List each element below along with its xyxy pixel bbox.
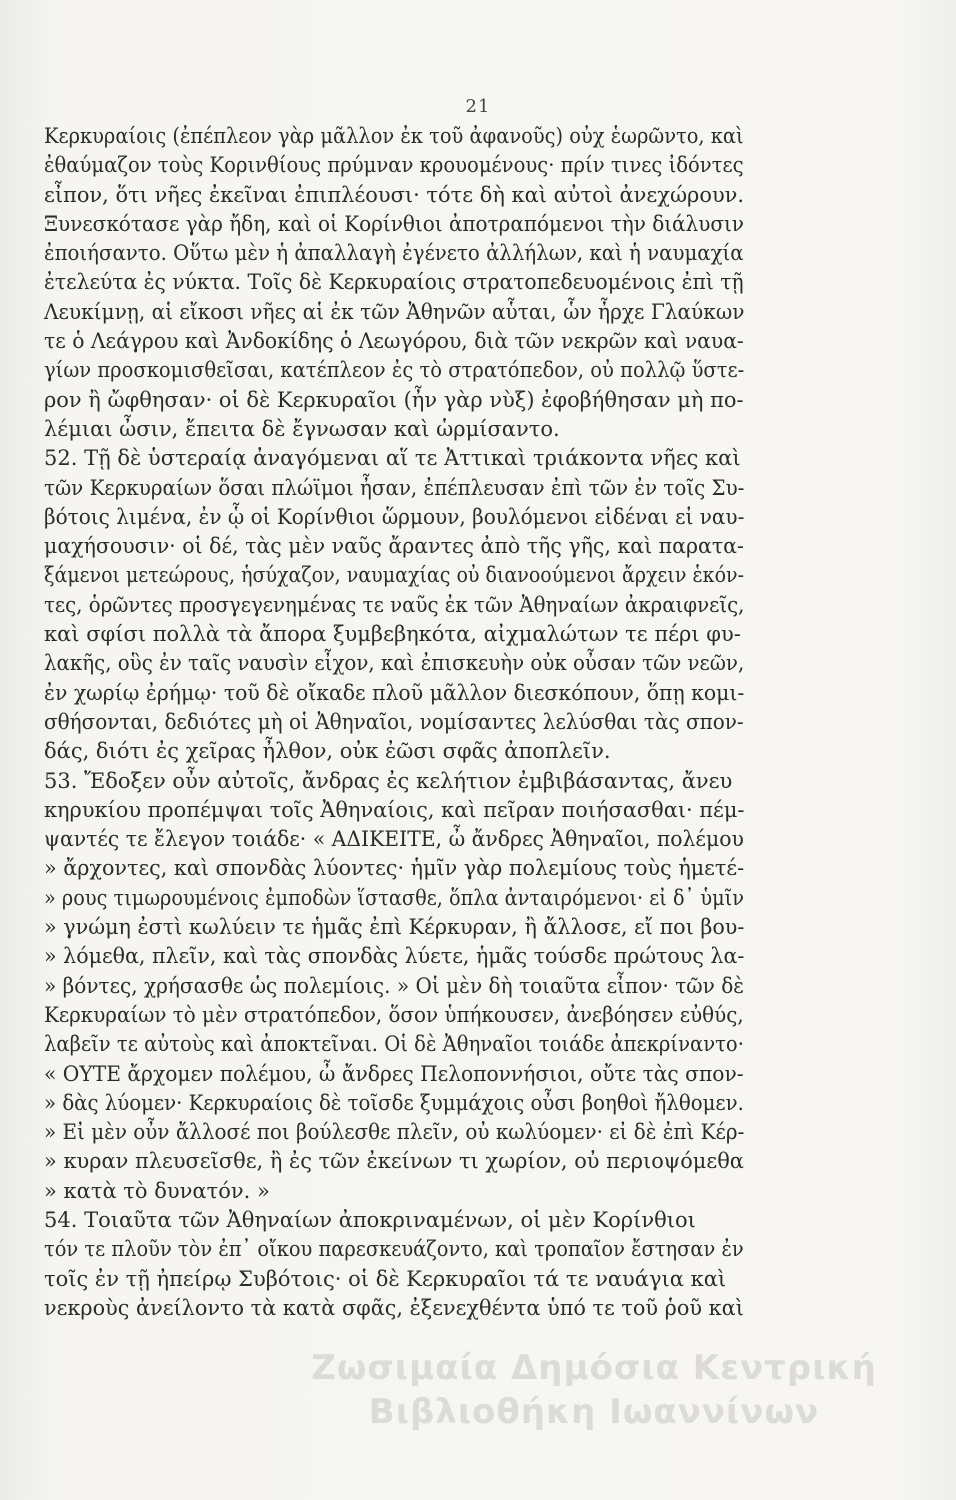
text-line: ἐν χωρίῳ ἐρήμῳ· τοῦ δὲ οἴκαδε πλοῦ μᾶλλον διεσκόπουν, ὅπῃ κομι- [44,680,745,705]
text-line: » ἄρχοντες, καὶ σπονδὰς λύοντες· ἡμῖν γὰρ πολεμίους τοὺς ἡμετέ- [44,856,745,881]
text-line: « ΟΥΤΕ ἄρχομεν πολέμου, ὦ ἄνδρες Πελοποννήσιοι, οὔτε τὰς σπον- [44,1061,744,1086]
page-number: 21 [465,96,491,117]
library-watermark-line-1: Ζωσιμαία Δημόσια Κεντρική [311,1348,877,1388]
text-line: ρον ἢ ὤφθησαν· οἱ δὲ Κερκυραῖοι (ἦν γὰρ νὺξ) ἐφοβήθησαν μὴ πο- [44,387,744,412]
text-line: σθήσονται, δεδιότες μὴ οἱ Ἀθηναῖοι, νομίσαντες λελύσθαι τὰς σπον- [44,709,744,734]
text-line: τόν τε πλοῦν τὸν ἐπ᾽ οἴκου παρεσκευάζοντο, καὶ τροπαῖον ἔστησαν ἐν [44,1237,744,1262]
text-line: » δὰς λύομεν· Κερκυραίοις δὲ τοῖσδε ξυμμάχοις οὖσι βοηθοὶ ἤλθομεν. [44,1090,744,1115]
text-line: ἐτελεύτα ἐς νύκτα. Τοῖς δὲ Κερκυραίοις στρατοπεδευομένοις ἐπὶ τῇ [44,270,744,295]
text-line: ἐθαύμαζον τοὺς Κορινθίους πρύμναν κρουομένους· πρίν τινες ἰδόντες [44,153,744,178]
text-line: τες, ὁρῶντες προσγεγενημένας τε ναῦς ἐκ τῶν Ἀθηναίων ἀκραιφνεῖς, [44,592,745,617]
text-line: ξάμενοι μετεώρους, ἡσύχαζον, ναυμαχίας οὐ διανοούμενοι ἄρχειν ἑκόν- [44,563,745,588]
body-text [44,122,744,1323]
text-line: τε ὁ Λεάγρου καὶ Ἀνδοκίδης ὁ Λεωγόρου, διὰ τῶν νεκρῶν καὶ ναυα- [44,329,744,354]
text-line: νεκροὺς ἀνείλοντο τὰ κατὰ σφᾶς, ἐξενεχθέντα ὑπό τε τοῦ ῥοῦ καὶ [44,1295,744,1320]
text-line: τοῖς ἐν τῇ ἠπείρῳ Συβότοις· οἱ δὲ Κερκυραῖοι τά τε ναυάγια καὶ [44,1266,727,1291]
text-line: εἶπον, ὅτι νῆες ἐκεῖναι ἐπιπλέουσι· τότε δὴ καὶ αὐτοὶ ἀνεχώρουν. [44,182,745,207]
text-line: βότοις λιμένα, ἐν ᾧ οἱ Κορίνθιοι ὥρμουν, βουλόμενοι εἰδέναι εἰ ναυ- [44,504,745,529]
text-line: » ρους τιμωρουμένοις ἐμποδὼν ἵστασθε, ὅπλα ἀνταιρόμενοι· εἰ δ᾽ ὑμῖν [44,885,744,910]
text-line: Λευκίμνῃ, αἱ εἴκοσι νῆες αἱ ἐκ τῶν Ἀθηνῶν αὗται, ὧν ἦρχε Γλαύκων [44,299,745,324]
paragraph-54-start: 54. Τοιαῦτα τῶν Ἀθηναίων ἀποκριναμένων, οἱ μὲν Κορίνθιοι [44,1207,696,1232]
paragraph-53-start: 53. Ἔδοξεν οὖν αὐτοῖς, ἄνδρας ἐς κελήτιον ἐμβιβάσαντας, ἄνευ [44,768,733,793]
text-line: » λόμεθα, πλεῖν, καὶ τὰς σπονδὰς λύετε, ἡμᾶς τούσδε πρώτους λα- [44,944,745,969]
text-line: λέμιαι ὦσιν, ἔπειτα δὲ ἔγνωσαν καὶ ὡρμίσαντο. [44,416,560,441]
text-line: δάς, διότι ἐς χεῖρας ἦλθον, οὐκ ἐῶσι σφᾶς ἀποπλεῖν. [44,739,611,764]
text-line: μαχήσουσιν· οἱ δέ, τὰς μὲν ναῦς ἄραντες ἀπὸ τῆς γῆς, καὶ παρατα- [44,534,744,559]
text-line: κηρυκίου προπέμψαι τοῖς Ἀθηναίοις, καὶ πεῖραν ποιήσασθαι· πέμ- [44,797,745,822]
text-line: γίων προσκομισθεῖσαι, κατέπλεον ἐς τὸ στρατόπεδον, οὐ πολλῷ ὕστε- [44,358,745,383]
text-line: τῶν Κερκυραίων ὅσαι πλώϊμοι ἦσαν, ἐπέπλευσαν ἐπὶ τῶν ἐν τοῖς Συ- [44,475,745,500]
text-line: Κερκυραίοις (ἐπέπλεον γὰρ μᾶλλον ἐκ τοῦ ἀφανοῦς) οὐχ ἑωρῶντο, καὶ [44,124,744,148]
text-line: » Εἰ μὲν οὖν ἄλλοσέ ποι βούλεσθε πλεῖν, οὐ κωλύομεν· εἰ δὲ ἐπὶ Κέρ- [44,1120,745,1145]
text-line: λακῆς, οὓς ἐν ταῖς ναυσὶν εἶχον, καὶ ἐπισκευὴν οὐκ οὖσαν τῶν νεῶν, [44,651,745,676]
library-watermark-line-2: Βιβλιοθήκη Ιωαννίνων [368,1392,820,1432]
text-line: » κυραν πλευσεῖσθε, ἢ ἐς τῶν ἐκείνων τι χωρίον, οὐ περιοψόμεθα [44,1149,744,1174]
text-line: ἐποιήσαντο. Οὕτω μὲν ἡ ἀπαλλαγὴ ἐγένετο ἀλλήλων, καὶ ἡ ναυμαχία [44,241,744,266]
text-line: λαβεῖν τε αὐτοὺς καὶ ἀποκτεῖναι. Οἱ δὲ Ἀθηναῖοι τοιάδε ἀπεκρίναντο· [44,1032,744,1057]
text-line: Κερκυραίων τὸ μὲν στρατόπεδον, ὅσον ὑπήκουσεν, ἀνεβόησεν εὐθύς, [44,1002,744,1027]
paragraph-52-start: 52. Τῇ δὲ ὑστεραίᾳ ἀναγόμεναι αἵ τε Ἀττικαὶ τριάκοντα νῆες καὶ [44,446,741,471]
text-line: καὶ σφίσι πολλὰ τὰ ἄπορα ξυμβεβηκότα, αἰχμαλώτων τε πέρι φυ- [44,622,741,647]
text-line: » γνώμη ἐστὶ κωλύειν τε ἡμᾶς ἐπὶ Κέρκυραν, ἢ ἄλλοσε, εἴ ποι βου- [44,915,745,940]
text-line: » βόντες, χρήσασθε ὡς πολεμίοις. » Οἱ μὲν δὴ τοιαῦτα εἶπον· τῶν δὲ [44,973,745,998]
text-line: » κατὰ τὸ δυνατόν. » [44,1178,270,1203]
text-line: Ξυνεσκότασε γὰρ ἤδη, καὶ οἱ Κορίνθιοι ἀποτραπόμενοι τὴν διάλυσιν [44,211,744,236]
text-line: ψαντές τε ἔλεγον τοιάδε· « ΑΔΙΚΕΙΤΕ, ὦ ἄνδρες Ἀθηναῖοι, πολέμου [44,827,744,852]
